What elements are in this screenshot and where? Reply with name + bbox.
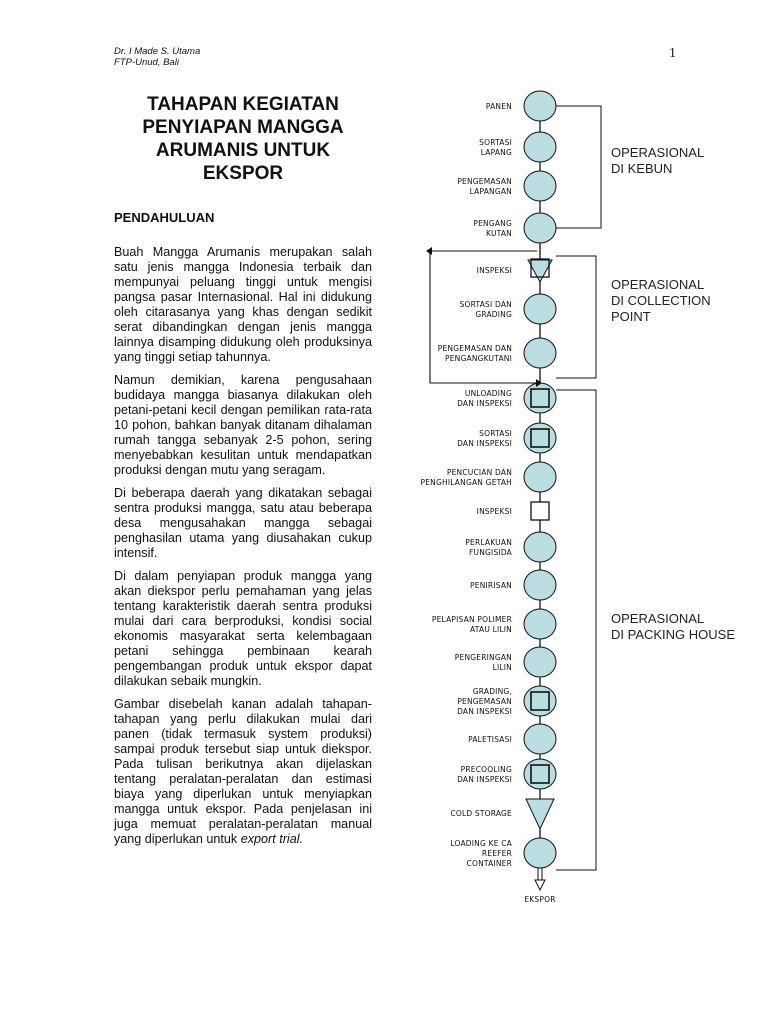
flow-step [470,570,556,600]
arrow-head [535,880,545,890]
flow-step [457,171,556,201]
italic-term: export trial. [240,832,304,846]
group-label: DI PACKING HOUSE [611,627,736,642]
group-label: DI COLLECTION [611,293,711,308]
step-circle [524,91,556,121]
step-label: PENGEMASAN [457,697,512,706]
flow-step [432,609,556,639]
step-label: FUNGISIDA [469,548,512,557]
title-line: TAHAPAN KEGIATAN [147,94,339,115]
step-label: PENGEMASAN [457,177,512,186]
step-label: DAN INSPEKSI [457,707,512,716]
group-label: OPERASIONAL [611,611,705,626]
step-label: SORTASI [479,429,512,438]
title-line: EKSPOR [202,163,284,184]
group-bracket [556,256,596,378]
step-circle [524,838,556,868]
step-circle [524,294,556,324]
loopback-arrowhead [426,247,432,255]
step-label: PENGEMASAN DAN [437,344,512,353]
page-number: 1 [669,46,676,61]
flow-step [468,724,556,754]
step-circle [524,132,556,162]
flow-step [477,502,549,520]
group-label: OPERASIONAL [611,277,705,292]
flow-step [455,647,556,677]
step-label: SORTASI [479,138,512,147]
step-label: PELAPISAN POLIMER [431,615,512,624]
step-circle [524,532,556,562]
inspection-square [531,502,549,520]
step-label: PENCUCIAN DAN [446,468,512,477]
step-label: ATAU LILIN [470,625,512,634]
step-circle [524,724,556,754]
flow-step [450,799,554,829]
step-label: PERLAKUAN [465,538,512,547]
flow-step [473,213,556,243]
step-label: INSPEKSI [476,507,512,516]
flow-step [477,259,552,282]
step-label: GRADING, [472,687,512,696]
step-circle [524,423,556,453]
flow-step [438,338,556,368]
step-label: REEFER [481,849,512,858]
step-circle [524,686,556,716]
step-circle [524,647,556,677]
affiliation: FTP-Unud, Bali [114,57,179,68]
title-line: ARUMANIS UNTUK [155,140,331,161]
step-label: GRADING [475,310,512,319]
step-circle [524,462,556,492]
step-circle [524,570,556,600]
paragraph: Di dalam penyiapan produk mangga yang akan diekspor perlu pemahaman yang jelas tentang karakteristik daerah sentra produksi mulai dari cara berproduksi, kondisi social ekonomis masyarakat serta kelembagaan petani sehingga pembinaan kearah pengembangan produk untuk ekspor dapat dilakukan sebaik mungkin. [114,569,372,688]
step-label: CONTAINER [466,859,512,868]
paragraph-text: Gambar disebelah kanan adalah tahapan-tahapan yang perlu dilakukan mulai dari panen (tidak termasuk system produksi) sampai produk tersebut siap untuk diekspor. Pada tulisan berikutnya akan dijelaskan tentang peralatan-peralatan dan estimasi biaya yang diperlukan untuk menyiapkan mangga untuk ekspor. Pada penjelasan ini juga memuat peralatan-peralatan manual yang diperlukan untuk [114,697,372,846]
group-bracket [556,390,596,870]
flow-step [457,759,556,789]
step-label: KUTAN [486,229,512,238]
group-bracket [556,106,601,228]
step-label: DAN INSPEKSI [457,775,512,784]
flow-step [486,91,556,121]
flow-step [457,686,556,716]
flow-step [421,462,556,492]
step-label: PENGERINGAN [454,653,512,662]
step-label: LILIN [492,663,512,672]
step-label: DAN INSPEKSI [457,439,512,448]
step-circle [524,609,556,639]
step-label: COLD STORAGE [450,809,512,818]
step-label: PENGHILANGAN GETAH [420,478,512,487]
section-heading: PENDAHULUAN [114,210,215,225]
flow-step [450,838,556,868]
group-label: DI KEBUN [611,161,673,176]
step-label: PALETISASI [468,735,512,744]
step-circle [524,383,556,413]
step-label: LAPANG [480,148,512,157]
group-label: POINT [611,309,651,324]
step-label: PANEN [485,102,512,111]
step-label: PRECOOLING [460,765,512,774]
flow-step [465,532,556,562]
step-circle [524,338,556,368]
step-circle [524,171,556,201]
step-label: UNLOADING [464,389,512,398]
author: Dr. I Made S. Utama [114,46,201,57]
flow-step [457,423,556,453]
paragraph: Di beberapa daerah yang dikatakan sebagai sentra produksi mangga, satu atau beberapa desa mengusahakan mangga sebagai penghasilan utama yang diusahakan cukup intensif. [114,486,372,560]
paragraph: Namun demikian, karena pengusahaan budidaya mangga biasanya dilakukan oleh petani-petani kecil dengan pemilikan rata-rata 10 pohon, bahkan banyak ditanam dihalaman rumah tangga sebanyak 2-5 pohon, sering menyebabkan kesulitan untuk mendapatkan produksi dengan mutu yang seragam. [114,373,372,477]
step-label: DAN INSPEKSI [457,399,512,408]
step-circle [524,213,556,243]
paragraph: Buah Mangga Arumanis merupakan salah satu jenis mangga Indonesia terbaik dan mempunyai peluang tinggi untuk mengisi pangsa pasar Internasional. Hal ini didukung oleh citarasanya yang khas dengan sedikit serat dibandingkan dengan jenis mangga lainnya disamping didukung oleh produksinya yang tinggi setiap tahunnya. [114,245,372,364]
step-label: LOADING KE CA [450,839,512,848]
step-label: SORTASI DAN [459,300,512,309]
step-label: PENIRISAN [470,581,512,590]
storage-triangle [526,799,554,829]
end-label: EKSPOR [524,895,556,904]
step-label: PENGANGKUTANI [445,354,512,363]
flow-step [479,132,556,162]
step-label: PENGANG [473,219,512,228]
step-label: LAPANGAN [469,187,512,196]
flow-step [457,383,556,413]
group-label: OPERASIONAL [611,145,705,160]
title-line: PENYIAPAN MANGGA [142,117,344,138]
step-circle [524,759,556,789]
flow-step [460,294,556,324]
step-label: INSPEKSI [476,266,512,275]
